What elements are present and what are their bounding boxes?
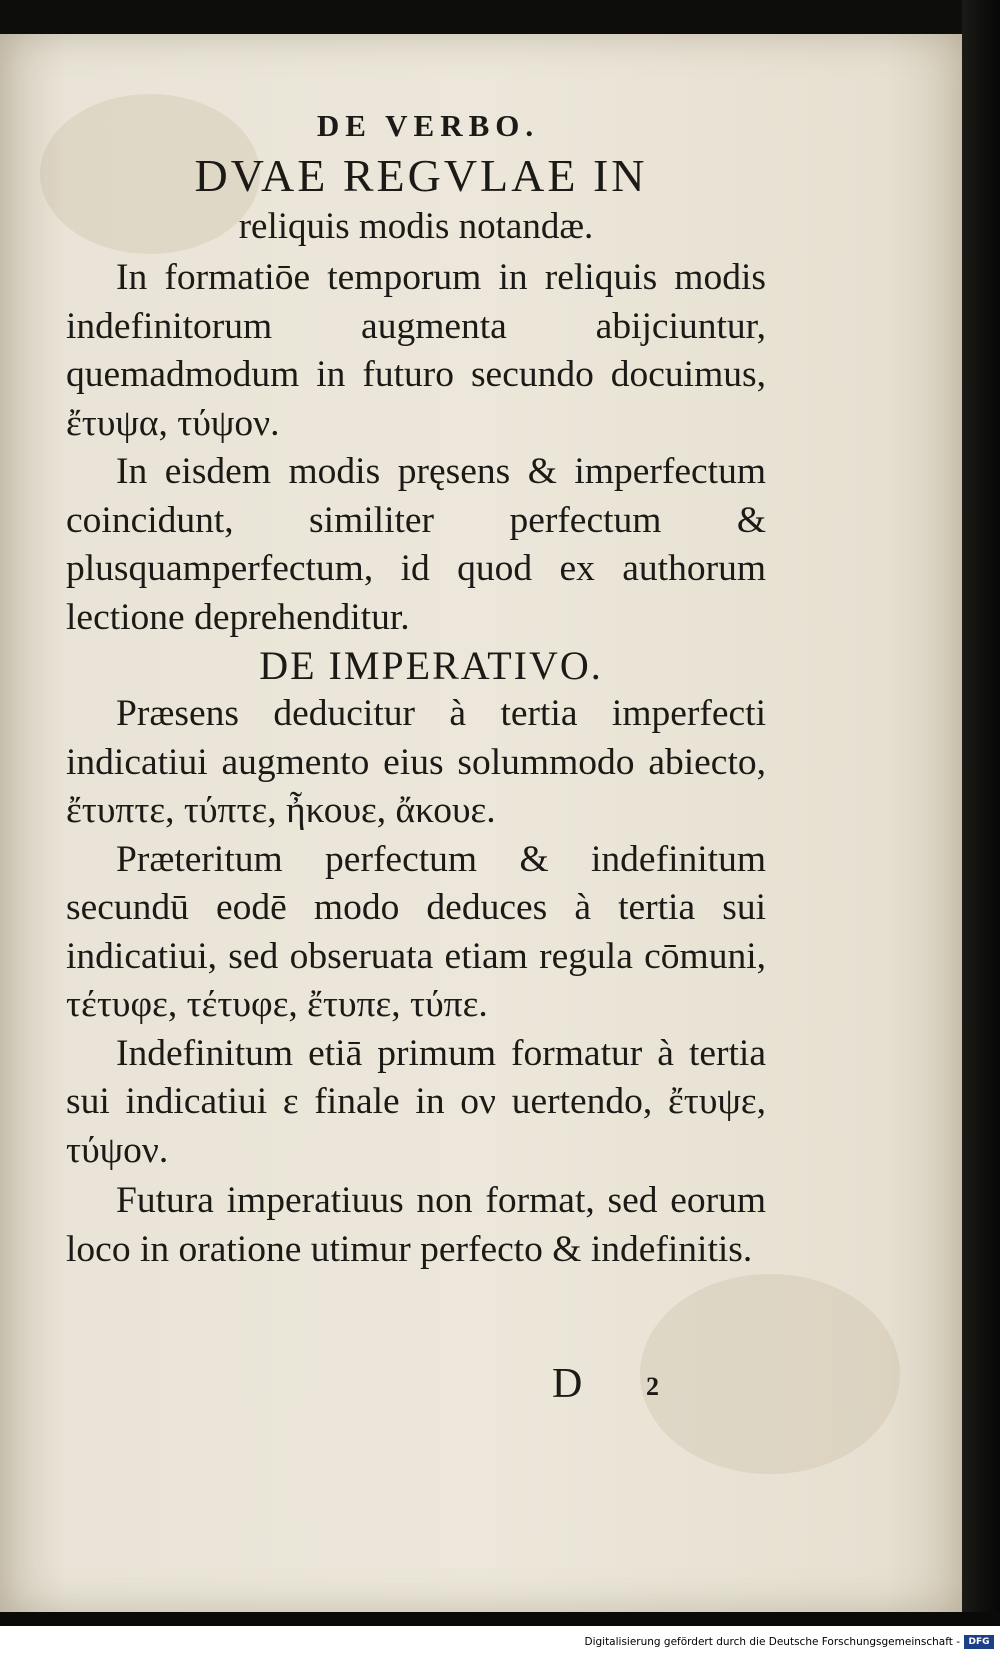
paragraph: Futura imperatiuus non format, sed eorum loco in oratione utimur perfecto & indefinitis.	[66, 1180, 766, 1270]
page-text	[66, 108, 766, 1274]
section-title: DE IMPERATIVO.	[259, 643, 603, 688]
dfg-logo[interactable]: DFG	[964, 1635, 994, 1649]
paragraph: In formatiōe temporum in reliquis modis indefinitorum augmenta abijciuntur, quemadmodum in futuro secundo docuimus, ἔτυψα, τύψον.	[66, 257, 766, 444]
book-binding-edge	[962, 0, 1000, 1625]
scan-border	[0, 1612, 1000, 1626]
footer-credit: Digitalisierung gefördert durch die Deutsche Forschungsgemeinschaft -	[584, 1636, 960, 1648]
paragraph: In eisdem modis pręsens & imperfectum coincidunt, similiter perfectum & plusquamperfectum, id quod ex authorum lectione deprehenditur.	[66, 451, 766, 638]
paragraph: Indefinitum etiā primum formatur à tertia sui indicatiui ε finale in ον uertendo, ἔτυψε, τύψον.	[66, 1032, 766, 1171]
paragraph: Præteritum perfectum & indefinitum secundū eodē modo deduces à tertia sui indicatiui, sed obseruata etiam regula cōmuni, τέτυφε, τέτυφε, ἔτυπε, τύπε.	[66, 838, 766, 1025]
chapter-title: DVAE REGVLAE IN	[194, 150, 648, 201]
chapter-subtitle: reliquis modis notandæ.	[238, 206, 594, 247]
signature-mark: D	[552, 1361, 583, 1407]
paragraph: Præsens deducitur à tertia imperfecti indicatiui augmento eius solummodo abiecto, ἔτυπτε, τύπτε, ἦκουε, ἄκουε.	[66, 693, 766, 831]
paper-stain	[640, 1274, 900, 1474]
signature-number: 2	[646, 1372, 659, 1401]
running-head: DE VERBO.	[316, 108, 540, 143]
footer-strip	[0, 1626, 1000, 1656]
